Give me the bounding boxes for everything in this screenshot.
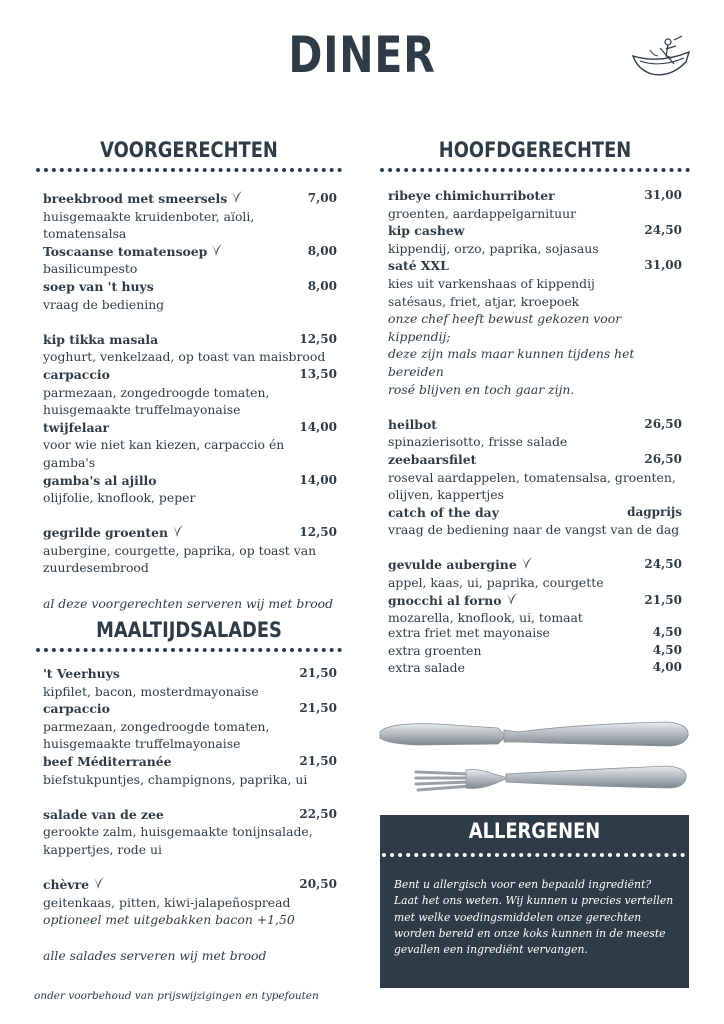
menu-item-price: 14,00 [299,472,337,487]
menu-item-price: 13,50 [299,366,337,381]
menu-item-header [388,187,682,205]
section-note: alle salades serveren wij met brood [43,947,267,963]
spacer [388,398,682,416]
menu-item [43,366,337,419]
menu-item-description: olijven, kappertjes [388,487,504,503]
maaltijdsalades-list [43,665,337,964]
menu-item-title [43,876,105,894]
menu-item-header [43,331,337,349]
menu-item-name: gamba's al ajillo [43,472,157,488]
menu-item [388,187,682,222]
menu-item [43,806,337,859]
menu-item-description: basilicumpesto [43,261,138,277]
leaf-icon [521,556,533,570]
menu-item-header [388,451,682,469]
menu-item-price: 26,50 [644,416,682,431]
menu-item-description: groenten, aardappelgarnituur [388,205,577,221]
menu-item-name: gegrilde groenten [43,525,168,541]
spacer [43,313,337,331]
menu-item-name: soep van 't huys [43,278,154,294]
menu-item-title [388,451,476,469]
spacer [43,507,337,525]
menu-item [388,504,682,539]
menu-item-price: 7,00 [307,191,337,205]
menu-item-header [43,243,337,261]
menu-item [43,472,337,507]
menu-item-name: zeebaarsfilet [388,451,477,467]
menu-item-price: 12,50 [299,331,337,346]
menu-item [388,451,682,504]
extra-item [388,659,682,677]
menu-item-note: rosé blijven en toch gaar zijn. [388,381,575,397]
menu-item-title [388,222,464,240]
menu-item-title [43,331,158,349]
menu-item-description: mozarella, knoflook, ui, tomaat [388,610,583,626]
menu-item-header [43,806,337,824]
menu-item-price: 21,50 [299,701,337,716]
section-divider [36,168,342,172]
menu-item-title [43,243,223,261]
menu-item-description: zuurdesembrood [43,560,149,576]
menu-item-price: 8,00 [307,243,337,258]
menu-item-name: gevulde aubergine [388,557,517,573]
menu-item-header [388,222,682,240]
menu-item-description: roseval aardappelen, tomatensalsa, groenten, [388,469,676,485]
menu-item-name: carpaccio [43,366,110,382]
menu-item-description: huisgemaakte truffelmayonaise [43,736,241,752]
extra-item-price: 4,00 [652,660,682,675]
leaf-icon [231,190,243,204]
menu-item [43,190,337,243]
menu-item [388,222,682,257]
menu-item-name: chèvre [43,877,90,893]
section-note: al deze voorgerechten serveren wij met brood [43,595,334,611]
menu-item-header [43,472,337,490]
menu-item [43,419,337,472]
knife-fork-icon [378,714,690,800]
menu-item [388,416,682,451]
menu-item-title [43,753,172,771]
extra-item-name: extra groenten [388,642,482,658]
menu-item-description: spinazierisotto, frisse salade [388,434,568,450]
menu-item-price: 31,00 [644,258,682,273]
menu-item-name: Toscaanse tomatensoep [43,243,208,259]
menu-item-description: vraag de bediening naar de vangst van de dag [388,522,680,538]
menu-item-description: appel, kaas, ui, paprika, courgette [388,575,604,591]
menu-item-name: carpaccio [43,701,110,717]
spacer [43,859,337,877]
menu-item-option: optioneel met uitgebakken bacon +1,50 [43,912,295,928]
menu-item-name: twijfelaar [43,419,110,435]
menu-item-name: catch of the day [388,504,499,520]
menu-item-description: voor wie niet kan kiezen, carpaccio én gamba's [43,437,285,470]
menu-item-price: 21,50 [299,666,337,680]
menu-item-description: vraag de bediening [43,296,165,312]
menu-item-title [43,806,164,824]
menu-item-name: salade van de zee [43,806,164,822]
menu-item-note: deze zijn mals maar kunnen tijdens het bereiden [388,346,635,379]
menu-item-header [43,419,337,437]
menu-item-name: kip tikka masala [43,331,159,347]
menu-item-name: 't Veerhuys [43,666,120,681]
extra-item [388,642,682,660]
voorgerechten-heading: VOORGERECHTEN [100,138,278,162]
extra-item-name: extra salade [388,660,465,676]
leaf-icon [172,524,184,538]
allergenen-text: Bent u allergisch voor een bepaald ingrediënt? Laat het ons weten. Wij kunnen u precies vertellen met welke voedingsmiddelen onze gerechten worden bereid en onze koks kunnen in de meeste gevallen een ingrediënt vervangen. [394,878,674,957]
maaltijdsalades-heading: MAALTIJDSALADES [96,618,282,642]
menu-item-title [43,524,184,542]
menu-item-price: 8,00 [307,278,337,293]
section-divider [380,168,690,172]
menu-item-header [43,700,337,718]
menu-item [43,524,337,577]
menu-item-header [43,665,337,683]
spacer [43,929,337,947]
menu-item-description: kies uit varkenshaas of kippendij [388,275,595,291]
leaf-icon [211,243,223,257]
menu-item-header [388,257,682,275]
menu-item-title [388,187,555,205]
menu-item [43,278,337,313]
footer-disclaimer: onder voorbehoud van prijswijzigingen en typefouten [34,990,319,1002]
menu-item-description: gerookte zalm, huisgemaakte tonijnsalade, [43,824,313,840]
menu-item-description: satésaus, friet, atjar, kroepoek [388,293,580,309]
spacer [388,539,682,557]
menu-item-description: kappertjes, rode ui [43,841,162,857]
menu-item-header [43,366,337,384]
menu-item-description: aubergine, courgette, paprika, op toast van [43,542,317,558]
menu-item-name: saté XXL [388,258,449,274]
menu-item-header [388,592,682,610]
menu-item-title [388,257,449,275]
menu-item-title [388,592,518,610]
spacer [43,788,337,806]
allergenen-heading: ALLERGENEN [468,819,601,843]
menu-item-header [388,556,682,574]
menu-item-name: beef Méditerranée [43,753,172,769]
menu-item-title [388,416,437,434]
extras-list [388,624,682,677]
menu-item-price: 24,50 [644,223,682,238]
menu-item-name: breekbrood met smeersels [43,191,228,206]
extra-item [388,624,682,642]
menu-item-header [43,753,337,771]
menu-item-header [43,278,337,296]
menu-item-description: parmezaan, zongedroogde tomaten, [43,718,270,734]
menu-item-description: parmezaan, zongedroogde tomaten, [43,384,270,400]
menu-item-header [43,876,337,894]
section-divider [382,853,685,857]
menu-item [43,753,337,788]
menu-item-price: 20,50 [299,877,337,892]
voorgerechten-list [43,190,337,612]
menu-item-description: geitenkaas, pitten, kiwi-jalapeñospread [43,894,291,910]
menu-item-description: huisgemaakte truffelmayonaise [43,402,241,418]
menu-item-price: 12,50 [299,525,337,540]
canoe-fisherman-icon [630,34,692,82]
extra-item-name: extra friet met mayonaise [388,625,550,640]
menu-item-title [388,556,533,574]
menu-item-name: kip cashew [388,223,465,239]
allergenen-box [380,815,689,988]
menu-item-price: 21,50 [644,592,682,607]
menu-item-header [43,524,337,542]
menu-item [388,592,682,627]
leaf-icon [506,592,518,606]
extra-item-price: 4,50 [652,642,682,657]
menu-item-price: 22,50 [299,806,337,821]
menu-item-price: 14,00 [299,419,337,434]
menu-item-header [43,190,337,208]
menu-item-description: olijfolie, knoflook, peper [43,490,196,506]
leaf-icon [93,876,105,890]
section-divider [36,648,342,652]
menu-item-name: heilbot [388,416,437,432]
menu-item-title [43,472,157,490]
menu-item-description: yoghurt, venkelzaad, op toast van maisbrood [43,349,326,365]
menu-item-title [43,278,154,296]
menu-item [388,257,682,398]
page-title: DINER [288,26,436,84]
menu-item-name: ribeye chimichurriboter [388,188,555,203]
menu-item-description: kippendij, orzo, paprika, sojasaus [388,240,599,256]
menu-item-title [43,700,110,718]
menu-item [43,331,337,366]
menu-item-price: 24,50 [644,557,682,572]
spacer [43,577,337,595]
menu-item-description: kipfilet, bacon, mosterdmayonaise [43,683,259,699]
menu-item-title [43,366,110,384]
menu-item [43,700,337,753]
menu-item-price: 26,50 [644,451,682,466]
extra-item-price: 4,50 [652,625,682,639]
menu-item-price: 31,00 [644,188,682,202]
menu-item-price: dagprijs [627,504,682,519]
menu-item [43,243,337,278]
hoofdgerechten-list [388,187,682,627]
menu-item-note: onze chef heeft bewust gekozen voor kippendij; [388,311,622,344]
menu-item-title [388,504,499,522]
menu-item-description: huisgemaakte kruidenboter, aïoli, tomatensalsa [43,208,255,242]
menu-item [43,665,337,700]
menu-item-title [43,190,243,208]
menu-item-name: gnocchi al forno [388,592,502,608]
hoofdgerechten-heading: HOOFDGERECHTEN [438,138,632,162]
menu-item-price: 21,50 [299,753,337,768]
menu-item-header [388,416,682,434]
menu-item-header [388,504,682,522]
menu-item-title [43,419,109,437]
menu-item-description: biefstukpuntjes, champignons, paprika, ui [43,771,308,787]
menu-item [388,556,682,591]
menu-item [43,876,337,929]
menu-item-title [43,665,120,683]
